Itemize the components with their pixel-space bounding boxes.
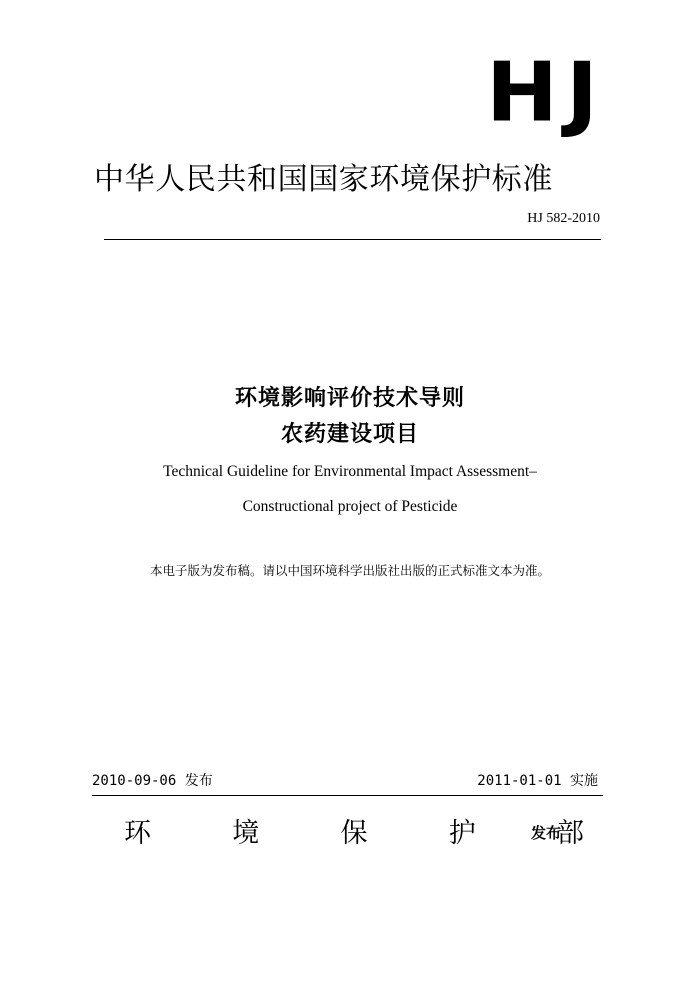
publisher-name	[124, 812, 584, 852]
title-en-line2: Constructional project of Pesticide	[242, 498, 458, 515]
title-cn-line1: 环境影响评价技术导则	[234, 386, 465, 411]
publisher-char: 护	[448, 818, 476, 849]
org-title: 中华人民共和国国家环境保护标准	[94, 162, 553, 197]
publisher-char: 境	[232, 818, 260, 849]
release-date: 2010-09-06 发布	[92, 773, 213, 789]
publish-suffix: 发布	[531, 824, 562, 842]
standard-number: HJ 582-2010	[527, 211, 600, 226]
top-divider	[104, 239, 601, 240]
publisher-char: 保	[340, 818, 368, 849]
bottom-divider	[92, 795, 603, 796]
hj-logo: HJ	[486, 45, 606, 141]
effective-date: 2011-01-01 实施	[477, 773, 598, 789]
electronic-version-notice: 本电子版为发布稿。请以中国环境科学出版社出版的正式标准文本为准。	[149, 563, 550, 578]
publisher-char: 环	[124, 818, 151, 849]
publisher-char: 部	[557, 818, 584, 849]
title-en-line1: Technical Guideline for Environmental Impact Assessment–	[163, 463, 537, 480]
title-cn-line2: 农药建设项目	[280, 422, 419, 447]
